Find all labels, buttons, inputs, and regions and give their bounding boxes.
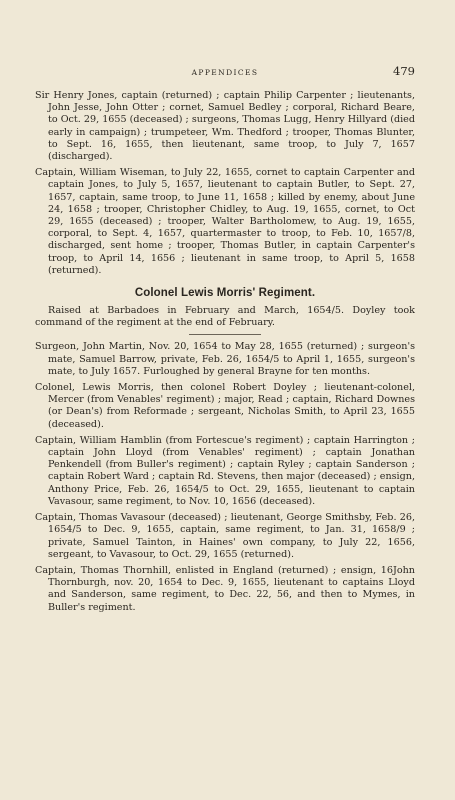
roster-entry-thornhill: Captain, Thomas Thornhill, enlisted in England (returned) ; ensign, 16John Thornburgh, nov. 20, 1654 to Dec. 9, 1655, lieutenant to captains Lloyd and Sanderson, same regiment, to Dec. 22, 56, and then to Mymes, in Buller's regiment. [35,564,415,613]
roster-entry-martin: Surgeon, John Martin, Nov. 20, 1654 to May 28, 1655 (returned) ; surgeon's mate, Samuel Barrow, private, Feb. 26, 1654/5 to April 1, 1655, surgeon's mate, to July 1657. Furloughed by general Brayne for ten months. [35,341,415,377]
section-intro: Raised at Barbadoes in February and March, 1654/5. Doyley took command of the regiment at the end of February. [35,305,415,329]
roster-entry-jones: Sir Henry Jones, captain (returned) ; captain Philip Carpenter ; lieutenants, John Jesse, John Otter ; cornet, Samuel Bedley ; corporal, Richard Beare, to Oct. 29, 1655 (deceased) ; surgeons, Thomas Lugg, Henry Hillyard (died early in campaign) ; trumpeteer, Wm. Thedford ; trooper, Thomas Blunter, to Sept. 16, 1655, then lieutenant, same troop, to July 7, 1657 (discharged). [35,90,415,163]
section-heading: Colonel Lewis Morris' Regiment. [134,287,316,300]
page-number: 479 [393,64,415,78]
page-header [35,64,415,84]
running-head: APPENDICES [191,68,259,77]
roster-entry-hamblin: Captain, William Hamblin (from Fortescue's regiment) ; captain Harrington ; captain John Lloyd (from Venables' regiment) ; captain Jonathan Penkendell (from Buller's regiment) ; captain Ryley ; captain Sanderson ; captain Robert Ward ; captain Rd. Stevens, then major (deceased) ; ensign, Anthony Price, Feb. 26, 1654/5 to Oct. 29, 1655, lieutenant to captain Vavasour, same regiment, to Nov. 10, 1656 (deceased). [35,434,415,507]
section-divider [189,334,261,335]
roster-entry-wiseman: Captain, William Wiseman, to July 22, 1655, cornet to captain Carpenter and captain Jones, to July 5, 1657, lieutenant to captain Butler, to Sept. 27, 1657, captain, same troop, to June 11, 1658 ; killed by enemy, about June 24, 1658 ; trooper, Christopher Chidley, to Aug. 19, 1655, cornet, to Oct 29, 1655 (deceased) ; trooper, Walter Bartholomew, to Aug. 19, 1655, corporal, to Sept. 4, 1657, quartermaster to troop, to Feb. 10, 1657/8, discharged, sent home ; trooper, Thomas Butler, in captain Carpenter's troop, to April 14, 1656 ; lieutenant in same troop, to April 5, 1658 (returned). [35,167,415,276]
roster-entry-vavasour: Captain, Thomas Vavasour (deceased) ; lieutenant, George Smithsby, Feb. 26, 1654/5 to Dec. 9, 1655, captain, same regiment, to Jan. 31, 1658/9 ; private, Samuel Tainton, in Haines' own company, to July 22, 1656, sergeant, to Vavasour, to Oct. 29, 1655 (returned). [35,512,415,560]
roster-entry-morris: Colonel, Lewis Morris, then colonel Robert Doyley ; lieutenant-colonel, Mercer (from Venables' regiment) ; major, Read ; captain, Richard Downes (or Dean's) from Reformade ; sergeant, Nicholas Smith, to April 23, 1655 (deceased). [35,382,415,430]
